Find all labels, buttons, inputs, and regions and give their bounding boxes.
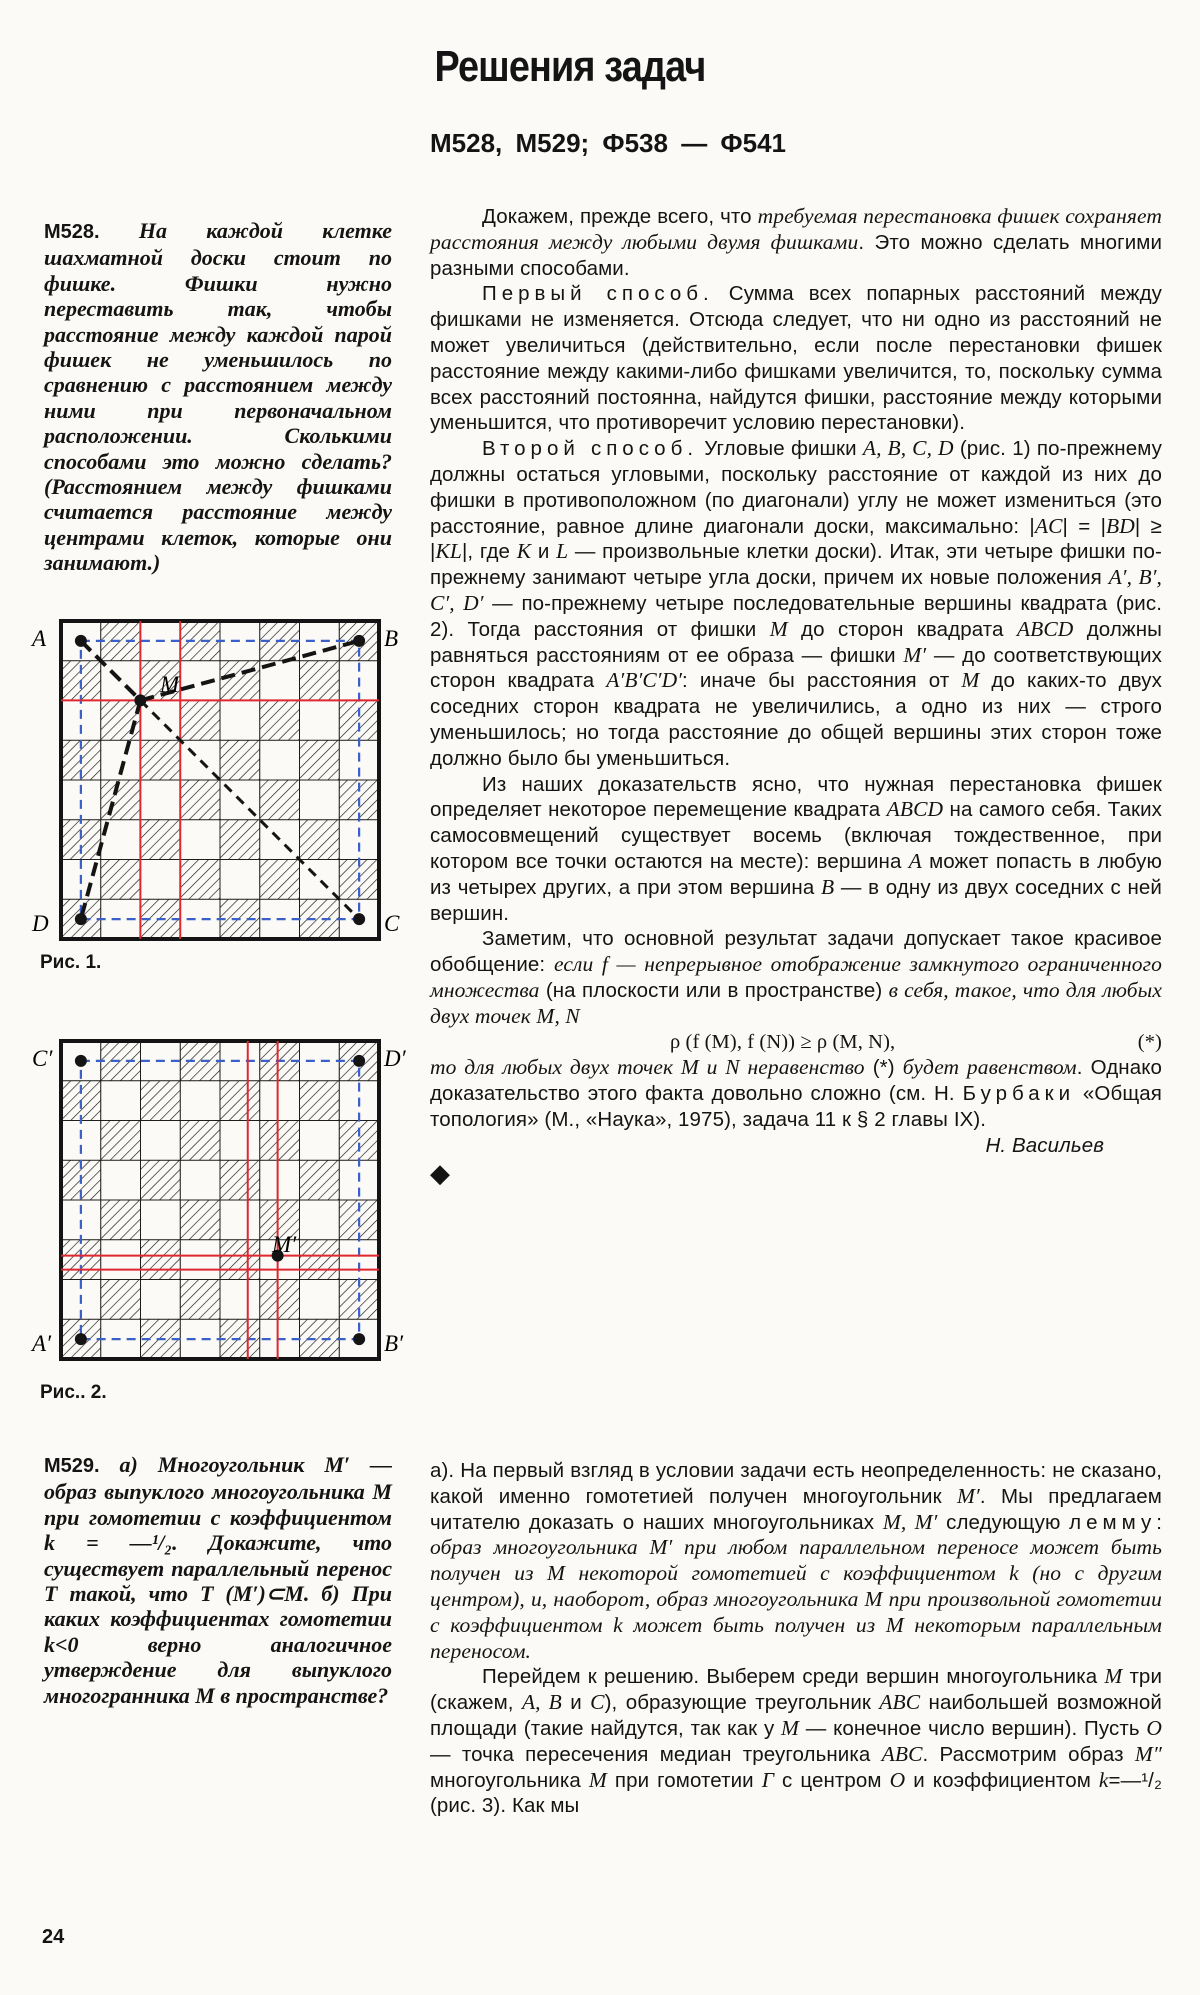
text: (*)	[864, 1056, 903, 1080]
text: многоугольника	[430, 1768, 589, 1792]
piece-dot	[353, 635, 365, 647]
hatched-square	[300, 820, 340, 860]
corner-label: B	[384, 626, 399, 651]
italic-text: M	[588, 1767, 607, 1792]
hatched-square	[220, 1081, 260, 1121]
page-title: Решения задач	[434, 42, 706, 91]
corner-label: A′	[32, 1331, 52, 1356]
text: — в одну из двух соседних с ней вершин.	[430, 875, 1162, 925]
spaced-text: лемму	[1069, 1510, 1157, 1534]
hatched-square	[180, 701, 220, 741]
paragraph	[430, 281, 1162, 436]
italic-text: M	[781, 1715, 800, 1740]
hatched-square	[101, 1121, 141, 1161]
piece-dot	[75, 1055, 87, 1067]
hatched-square	[260, 1121, 300, 1161]
hatched-square	[260, 860, 300, 900]
italic-text: M, M′	[882, 1509, 938, 1534]
text: | ≥ |	[430, 514, 1162, 564]
hatched-square	[300, 661, 340, 701]
text: . Рассмотрим образ	[922, 1742, 1135, 1766]
solution-m528-body	[430, 204, 1162, 1030]
corner-label: C	[384, 911, 400, 936]
hatched-square	[220, 1240, 260, 1280]
italic-text: ABCD	[886, 797, 944, 822]
spaced-text: Первый способ.	[482, 282, 714, 306]
text: — по-прежнему четыре последовательные вершины квадрата (рис. 2). Тогда расстояния от фишки	[430, 591, 1162, 641]
author-signature: Н. Васильев	[985, 1133, 1104, 1157]
point-label: M′	[272, 1232, 297, 1257]
paragraph	[430, 926, 1162, 1029]
italic-text: M	[769, 616, 788, 641]
corner-label: A	[32, 626, 47, 651]
italic-text: L	[556, 539, 569, 564]
hatched-square	[260, 701, 300, 741]
italic-text: O	[889, 1767, 906, 1792]
italic-text: то для любых двух точек M и N неравенство	[430, 1055, 865, 1080]
text: может попасть в любую из четырех других, а при этом вершина	[430, 849, 1162, 899]
text: Перейдем к решению. Выберем среди вершин многоугольника	[482, 1665, 1105, 1689]
italic-text: образ многоугольника M′ при любом параллельном переносе может быть получен из M некоторой гомотетией с коэффициентом k (но с другим центром), и, наоборот, образ многоугольника M при произвольной гомотетии с коэффициентом k может быть получен из M некоторым параллельным переносом.	[430, 1535, 1162, 1663]
hatched-square	[101, 701, 141, 741]
text: до сторон квадрата	[787, 617, 1017, 641]
piece-dot	[353, 1055, 365, 1067]
piece-m-dot	[134, 694, 146, 706]
text: | = |	[1062, 514, 1107, 538]
italic-text: если f — непрерывное отображение замкнутого ограниченного множества	[430, 952, 1162, 1002]
spaced-text: Бурбаки	[962, 1082, 1076, 1106]
piece-dot	[75, 913, 87, 925]
text: ), образующие треугольник	[604, 1691, 880, 1715]
italic-text: B	[821, 874, 835, 899]
hatched-square	[141, 1160, 181, 1200]
text: и	[561, 1691, 591, 1715]
hatched-square	[260, 780, 300, 820]
hatched-square	[180, 1121, 220, 1161]
italic-text: BD	[1106, 513, 1135, 538]
problem-m528-statement	[44, 218, 392, 576]
text: =—¹/₂ (рис. 3). Как мы	[430, 1768, 1162, 1818]
text: : иначе бы расстояния от	[682, 669, 962, 693]
figure-1-chessboard	[30, 612, 410, 952]
text: . Однако доказательство этого факта довольно сложно (см. Н.	[430, 1056, 1162, 1106]
hatched-square	[141, 820, 181, 860]
italic-text: AC	[1034, 513, 1063, 538]
problem-text: На каждой клетке шахматной доски стоит по фишке. Фишки нужно переставить так, чтобы расстояние между каждой парой фишек не уменьшилось по сравнению с расстоянием между ними при первоначальном расположении. Сколькими способами это можно сделать? (Расстоянием между фишками считается расстояние между центрами клеток, которые они занимают.)	[44, 218, 393, 576]
problem-number: М529.	[44, 1455, 100, 1477]
corner-label: D	[32, 911, 49, 936]
italic-text: M″	[1134, 1741, 1162, 1766]
italic-text: A, B	[521, 1690, 562, 1715]
italic-text: ABC	[881, 1741, 923, 1766]
hatched-square	[101, 860, 141, 900]
hatched-square	[339, 701, 379, 741]
text: — произвольные клетки доски). Итак, эти четыре фишки по-прежнему занимают четыре угла доски, причем их новые положения	[430, 540, 1162, 590]
italic-text: O	[1146, 1715, 1162, 1740]
text: (на плоскости или в пространстве)	[539, 978, 889, 1002]
text: — до соответствующих сторон квадрата	[430, 643, 1162, 693]
text: Сумма всех попарных расстояний между фишками не изменяется. Отсюда следует, что ни одно из расстояний не может увеличиться (действительно, если после перестановки фишек расстояние между какими-либо фишками увеличится, то, поскольку сумма всех расстояний постоянна, найдутся фишки, расстояние между которыми уменьшится, что противоречит условию перестановки).	[430, 282, 1162, 435]
italic-text: M′	[903, 642, 927, 667]
piece-dot	[353, 1333, 365, 1345]
italic-text: ABC	[879, 1690, 921, 1715]
solution-m529	[430, 1458, 1162, 1819]
hatched-square	[220, 820, 260, 860]
text: Из наших доказательств ясно, что нужная перестановка фишек определяет некоторое перемещение квадрата	[430, 772, 1162, 822]
text: (рис. 1) по-прежнему должны остаться угловыми, поскольку расстояние от каждой из них до фишки в противоположном (по диагонали) углу не может измениться (это расстояние, равное длине диагонали доски, максимально: |	[430, 437, 1162, 538]
piece-dot	[75, 1333, 87, 1345]
text: . Мы предлагаем читателю доказать о наших многоугольниках	[430, 1484, 1162, 1534]
italic-text: будет равенством	[902, 1055, 1077, 1080]
formula-tag: (*)	[1137, 1030, 1162, 1053]
italic-text: Γ	[761, 1767, 775, 1792]
italic-text: требуемая перестановка фишек сохраняет расстояния между любыми двумя фишками	[430, 204, 1162, 254]
text: следующую	[937, 1510, 1070, 1534]
text: Заметим, что основной результат задачи допускает такое красивое обобщение:	[430, 927, 1162, 977]
italic-text: M	[961, 668, 980, 693]
hatched-square	[300, 740, 340, 780]
italic-text: A′B′C′D′	[606, 668, 683, 693]
hatched-square	[101, 1280, 141, 1320]
figure-1-caption: Рис. 1.	[40, 952, 102, 973]
text: при гомотетии	[606, 1768, 762, 1792]
text: — конечное число вершин). Пусть	[799, 1716, 1147, 1740]
hatched-square	[180, 780, 220, 820]
hatched-square	[300, 1160, 340, 1200]
text: и	[531, 540, 557, 564]
problem-text: а) Многоугольник M′ — образ выпуклого многоугольника M при гомотетии с коэффициентом k = —¹/₂. Докажите, что существует параллельный перенос T такой, что T (M′)⊂M. б) При каких коэффициентах гомотетии k<0 верно аналогичное утверждение для выпуклого многогранника M в пространстве?	[44, 1452, 392, 1708]
hatched-square	[180, 1200, 220, 1240]
paragraph	[430, 1055, 1162, 1132]
italic-text: A′, B′, C′, D′	[430, 565, 1162, 615]
hatched-square	[339, 1121, 379, 1161]
piece-dot	[75, 635, 87, 647]
text: . Это можно сделать многими разными способами.	[430, 230, 1162, 280]
figure-2-chessboard	[30, 1032, 410, 1372]
italic-text: C	[590, 1690, 605, 1715]
spaced-text: Второй способ.	[482, 437, 699, 461]
italic-text: k	[1098, 1767, 1109, 1792]
hatched-square	[220, 1160, 260, 1200]
text: до каких-то двух соседних сторон квадрата не увеличились, а одно из них — строго уменьшилось; но тогда расстояние до общей вершины этих сторон тоже должно было бы уменьшиться.	[430, 669, 1162, 770]
italic-text: M′	[956, 1483, 980, 1508]
text: на самого себя. Таких самосовмещений существует восемь (включая тождественное, при котором все точки остаются на месте): вершина	[430, 798, 1162, 873]
text: Докажем, прежде всего, что	[482, 205, 758, 228]
text: |, где	[461, 540, 517, 564]
hatched-square	[141, 740, 181, 780]
text: — точка пересечения медиан треугольника	[430, 1742, 882, 1766]
text: :	[1156, 1510, 1162, 1534]
italic-text: A	[908, 848, 922, 873]
text: должны равняться расстояниям от ее образа — фишки	[430, 617, 1162, 667]
italic-text: в себя, такое, что для любых двух точек M, N	[430, 977, 1162, 1028]
italic-text: K	[516, 539, 532, 564]
hatched-square	[300, 1240, 340, 1280]
page-number: 24	[42, 1926, 65, 1948]
hatched-square	[141, 1240, 181, 1280]
paragraph	[430, 772, 1162, 927]
hatched-square	[220, 740, 260, 780]
italic-text: A, B, C, D	[862, 436, 954, 461]
hatched-square	[220, 661, 260, 701]
text: наибольшей возможной площади (такие найдутся, так как у	[430, 1691, 1162, 1740]
problem-number: М528.	[44, 221, 100, 243]
paragraph	[430, 1458, 1162, 1664]
text: «Общая топология» (М., «Наука», 1975), задача 11 к § 2 главы IX).	[430, 1082, 1162, 1131]
hatched-square	[300, 899, 340, 939]
italic-text: ABCD	[1016, 616, 1074, 641]
hatched-square	[180, 860, 220, 900]
hatched-square	[101, 780, 141, 820]
text: а). На первый взгляд в условии задачи есть неопределенность: не сказано, какой именно гомотетией получен многоугольник	[430, 1459, 1162, 1508]
problem-numbers-subtitle: М528, М529; Ф538 — Ф541	[430, 128, 786, 158]
corner-label: C′	[32, 1046, 53, 1071]
solution-m528	[430, 204, 1162, 1188]
end-mark-diamond-icon: ◆	[430, 1158, 451, 1189]
text: с центром	[774, 1768, 890, 1792]
point-label: M	[160, 672, 180, 697]
text: три (скажем,	[430, 1665, 1162, 1715]
hatched-square	[300, 1081, 340, 1121]
hatched-square	[300, 1319, 340, 1359]
formula: ρ (f (M), f (N)) ≥ ρ (M, N),	[670, 1030, 896, 1053]
corner-label: B′	[384, 1331, 404, 1356]
paragraph	[430, 436, 1162, 771]
piece-dot	[353, 913, 365, 925]
hatched-square	[180, 1280, 220, 1320]
figure-2-caption: Рис.. 2.	[40, 1382, 107, 1403]
solution-m529-body	[430, 1458, 1162, 1819]
hatched-square	[101, 1200, 141, 1240]
formula-line	[430, 1030, 1162, 1056]
text: Угловые фишки	[698, 437, 863, 461]
italic-text: M	[1104, 1664, 1123, 1689]
paragraph	[430, 204, 1162, 281]
solution-m528-conclusion	[430, 1055, 1162, 1132]
text: и коэффициентом	[905, 1768, 1099, 1792]
hatched-square	[260, 1280, 300, 1320]
problem-m529-statement	[44, 1452, 392, 1708]
italic-text: KL	[435, 539, 462, 564]
hatched-square	[141, 1081, 181, 1121]
corner-label: D′	[384, 1046, 406, 1071]
paragraph	[430, 1664, 1162, 1819]
